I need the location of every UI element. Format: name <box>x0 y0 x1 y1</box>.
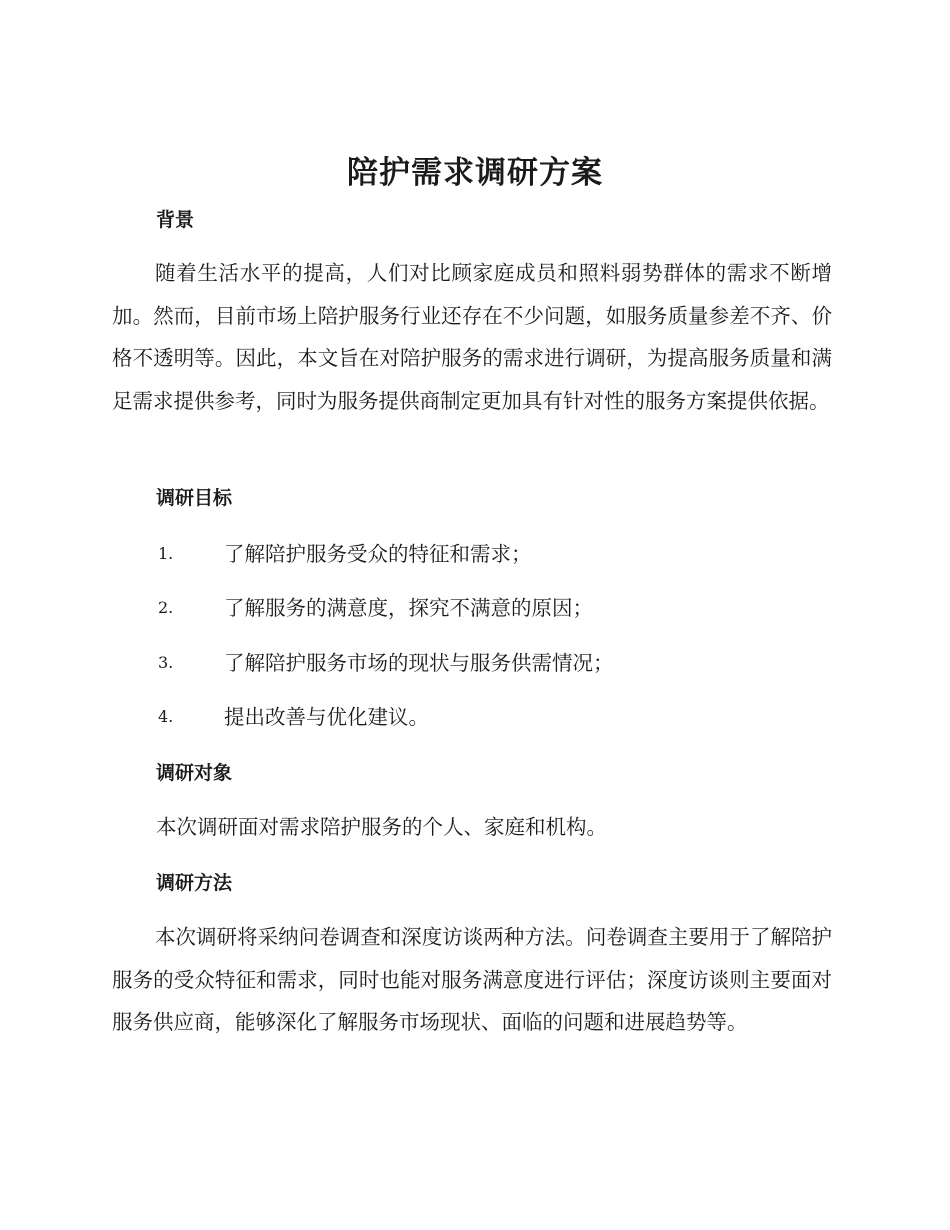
list-item <box>0 538 950 570</box>
list-item-number: 3. <box>158 653 174 672</box>
list-item-number: 2. <box>158 598 174 617</box>
list-item-number: 4. <box>158 707 174 726</box>
list-item-text: 了解服务的满意度，探究不满意的原因； <box>224 596 593 620</box>
method-paragraph: 本次调研将采纳问卷调查和深度访谈两种方法。问卷调查主要用于了解陪护服务的受众特征和需求，同时也能对服务满意度进行评估；深度访谈则主要面对服务供应商，能够深化了解服务市场现状、面临的问题和进展趋势等。 <box>112 925 832 1034</box>
list-item <box>0 701 950 733</box>
list-item-text: 提出改善与优化建议。 <box>224 705 429 729</box>
background-paragraph: 随着生活水平的提高，人们对比顾家庭成员和照料弱势群体的需求不断增加。然而，目前市场上陪护服务行业还存在不少问题，如服务质量参差不齐、价格不透明等。因此，本文旨在对陪护服务的需求进行调研，为提高服务质量和满足需求提供参考，同时为服务提供商制定更加具有针对性的服务方案提供依据。 <box>112 261 832 413</box>
section-heading-method: 调研方法 <box>156 872 233 894</box>
section-heading-background: 背景 <box>156 209 195 231</box>
document-title: 陪护需求调研方案 <box>347 155 603 191</box>
list-item <box>0 647 950 679</box>
list-item-text: 了解陪护服务市场的现状与服务供需情况； <box>224 651 614 675</box>
list-item-text: 了解陪护服务受众的特征和需求； <box>224 542 532 566</box>
target-text: 本次调研面对需求陪护服务的个人、家庭和机构。 <box>156 815 607 839</box>
section-heading-target: 调研对象 <box>156 762 233 784</box>
list-item-number: 1. <box>158 544 174 563</box>
section-heading-goals: 调研目标 <box>156 487 233 509</box>
list-item <box>0 592 950 624</box>
